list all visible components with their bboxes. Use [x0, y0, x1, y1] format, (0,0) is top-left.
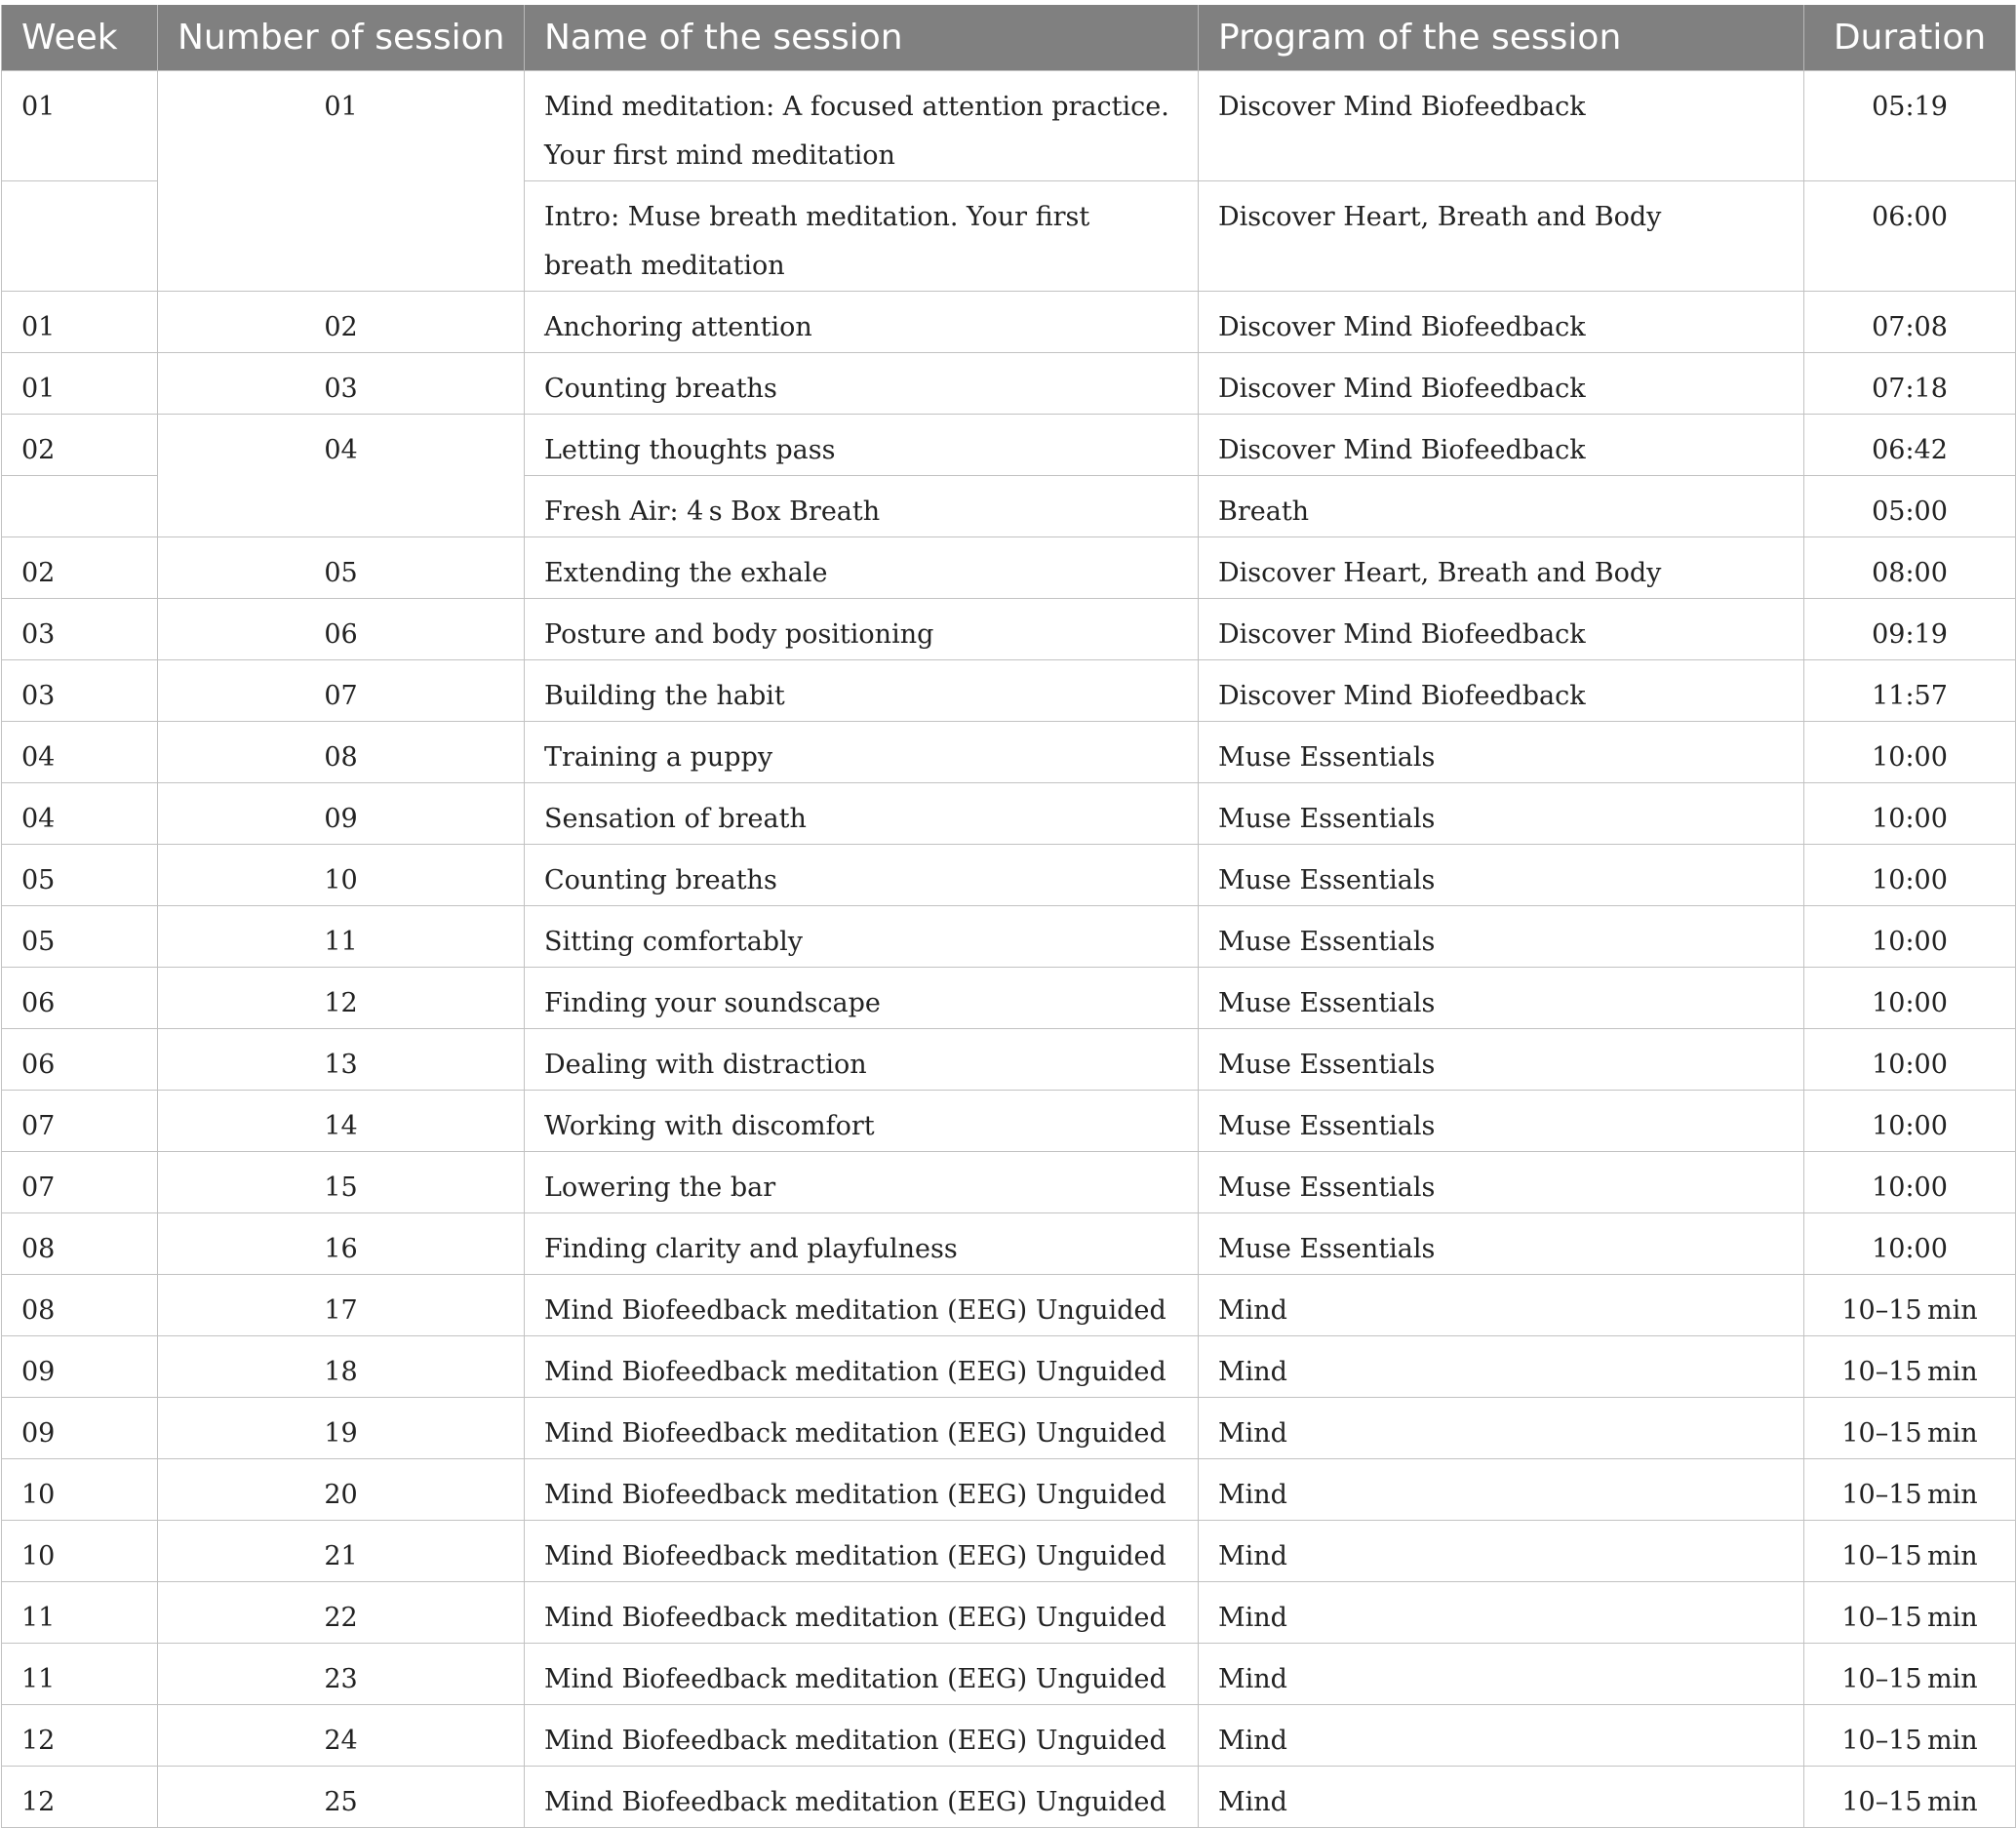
cell-duration: 06:00 [1804, 181, 2016, 292]
cell-session-name: Building the habit [525, 660, 1199, 722]
cell-week: 12 [2, 1705, 158, 1767]
table-row [2, 783, 2016, 845]
cell-duration: 10–15 min [1804, 1336, 2016, 1398]
cell-week: 05 [2, 906, 158, 968]
cell-week: 10 [2, 1521, 158, 1582]
cell-duration: 10:00 [1804, 968, 2016, 1029]
cell-session-number: 24 [158, 1705, 525, 1767]
cell-session-number: 11 [158, 906, 525, 968]
cell-session-number: 02 [158, 292, 525, 353]
cell-session-program: Mind [1199, 1459, 1804, 1521]
cell-session-name: Lowering the bar [525, 1152, 1199, 1213]
cell-week: 08 [2, 1275, 158, 1336]
table-row [2, 1521, 2016, 1582]
cell-session-number: 08 [158, 722, 525, 783]
cell-duration: 10:00 [1804, 1213, 2016, 1275]
cell-session-number: 09 [158, 783, 525, 845]
cell-session-number: 15 [158, 1152, 525, 1213]
table-row [2, 415, 2016, 476]
table-row [2, 1275, 2016, 1336]
cell-session-number: 03 [158, 353, 525, 415]
cell-week: 06 [2, 1029, 158, 1091]
cell-session-name: Letting thoughts pass [525, 415, 1199, 476]
cell-session-name: Mind Biofeedback meditation (EEG) Unguided [525, 1459, 1199, 1521]
table-row [2, 845, 2016, 906]
cell-week: 01 [2, 71, 158, 181]
cell-duration: 10–15 min [1804, 1459, 2016, 1521]
cell-session-name: Mind meditation: A focused attention practice. Your first mind meditation [525, 71, 1199, 181]
cell-session-number: 17 [158, 1275, 525, 1336]
cell-session-name: Counting breaths [525, 845, 1199, 906]
table-row [2, 292, 2016, 353]
cell-session-program: Mind [1199, 1336, 1804, 1398]
cell-duration: 10–15 min [1804, 1275, 2016, 1336]
cell-session-number: 22 [158, 1582, 525, 1644]
cell-session-program: Muse Essentials [1199, 845, 1804, 906]
cell-duration: 08:00 [1804, 537, 2016, 599]
table-row [2, 1459, 2016, 1521]
cell-duration: 10:00 [1804, 845, 2016, 906]
cell-duration: 07:18 [1804, 353, 2016, 415]
cell-duration: 07:08 [1804, 292, 2016, 353]
session-table-container [1, 5, 2015, 1828]
cell-session-program: Discover Mind Biofeedback [1199, 599, 1804, 660]
table-row [2, 906, 2016, 968]
cell-session-name: Fresh Air: 4 s Box Breath [525, 476, 1199, 537]
cell-week: 08 [2, 1213, 158, 1275]
cell-session-number: 14 [158, 1091, 525, 1152]
cell-session-program: Discover Heart, Breath and Body [1199, 537, 1804, 599]
cell-session-number: 05 [158, 537, 525, 599]
cell-session-name: Mind Biofeedback meditation (EEG) Unguided [525, 1398, 1199, 1459]
cell-duration: 05:19 [1804, 71, 2016, 181]
cell-session-number: 23 [158, 1644, 525, 1705]
cell-week: 01 [2, 353, 158, 415]
cell-week: 11 [2, 1582, 158, 1644]
table-row [2, 537, 2016, 599]
table-row [2, 1705, 2016, 1767]
cell-session-program: Muse Essentials [1199, 722, 1804, 783]
cell-week [2, 181, 158, 292]
session-table [1, 5, 2016, 1828]
cell-week: 04 [2, 783, 158, 845]
header-duration: Duration [1804, 5, 2016, 71]
cell-week: 04 [2, 722, 158, 783]
table-header [2, 5, 2016, 71]
cell-session-program: Muse Essentials [1199, 968, 1804, 1029]
table-row [2, 353, 2016, 415]
cell-duration: 10–15 min [1804, 1705, 2016, 1767]
cell-duration: 09:19 [1804, 599, 2016, 660]
cell-week: 09 [2, 1398, 158, 1459]
table-row [2, 1336, 2016, 1398]
cell-session-program: Muse Essentials [1199, 1029, 1804, 1091]
table-row [2, 722, 2016, 783]
table-row [2, 1398, 2016, 1459]
cell-session-name: Mind Biofeedback meditation (EEG) Unguided [525, 1336, 1199, 1398]
cell-week: 07 [2, 1152, 158, 1213]
cell-duration: 06:42 [1804, 415, 2016, 476]
cell-week [2, 476, 158, 537]
cell-week: 09 [2, 1336, 158, 1398]
cell-session-program: Mind [1199, 1275, 1804, 1336]
cell-duration: 10–15 min [1804, 1767, 2016, 1828]
header-row [2, 5, 2016, 71]
cell-session-number: 07 [158, 660, 525, 722]
cell-session-name: Anchoring attention [525, 292, 1199, 353]
cell-session-number: 18 [158, 1336, 525, 1398]
cell-duration: 10:00 [1804, 1152, 2016, 1213]
cell-week: 05 [2, 845, 158, 906]
cell-session-name: Finding clarity and playfulness [525, 1213, 1199, 1275]
cell-session-program: Discover Mind Biofeedback [1199, 292, 1804, 353]
cell-session-program: Discover Mind Biofeedback [1199, 660, 1804, 722]
cell-duration: 10–15 min [1804, 1582, 2016, 1644]
cell-session-name: Mind Biofeedback meditation (EEG) Unguided [525, 1644, 1199, 1705]
header-program-of-session: Program of the session [1199, 5, 1804, 71]
cell-week: 02 [2, 537, 158, 599]
cell-session-program: Mind [1199, 1644, 1804, 1705]
cell-session-program: Discover Mind Biofeedback [1199, 71, 1804, 181]
cell-duration: 10:00 [1804, 722, 2016, 783]
cell-duration: 10–15 min [1804, 1398, 2016, 1459]
cell-session-number: 13 [158, 1029, 525, 1091]
header-name-of-session: Name of the session [525, 5, 1199, 71]
table-row [2, 1582, 2016, 1644]
cell-session-name: Extending the exhale [525, 537, 1199, 599]
cell-session-name: Mind Biofeedback meditation (EEG) Unguided [525, 1582, 1199, 1644]
cell-session-name: Sensation of breath [525, 783, 1199, 845]
table-row [2, 1767, 2016, 1828]
table-row [2, 1213, 2016, 1275]
cell-week: 06 [2, 968, 158, 1029]
header-number-of-session: Number of session [158, 5, 525, 71]
cell-week: 12 [2, 1767, 158, 1828]
cell-duration: 05:00 [1804, 476, 2016, 537]
table-row [2, 660, 2016, 722]
cell-session-number: 21 [158, 1521, 525, 1582]
cell-duration: 10–15 min [1804, 1644, 2016, 1705]
table-row [2, 1029, 2016, 1091]
cell-session-number: 12 [158, 968, 525, 1029]
cell-week: 03 [2, 660, 158, 722]
table-row [2, 1644, 2016, 1705]
cell-session-name: Sitting comfortably [525, 906, 1199, 968]
cell-session-program: Mind [1199, 1767, 1804, 1828]
cell-session-program: Mind [1199, 1398, 1804, 1459]
cell-session-program: Mind [1199, 1705, 1804, 1767]
cell-duration: 10:00 [1804, 1091, 2016, 1152]
table-row [2, 71, 2016, 181]
cell-session-program: Muse Essentials [1199, 1152, 1804, 1213]
cell-week: 10 [2, 1459, 158, 1521]
cell-session-name: Mind Biofeedback meditation (EEG) Unguided [525, 1705, 1199, 1767]
table-row [2, 1152, 2016, 1213]
cell-week: 11 [2, 1644, 158, 1705]
cell-session-name: Working with discomfort [525, 1091, 1199, 1152]
cell-week: 07 [2, 1091, 158, 1152]
cell-duration: 10:00 [1804, 1029, 2016, 1091]
cell-session-program: Discover Heart, Breath and Body [1199, 181, 1804, 292]
cell-session-name: Mind Biofeedback meditation (EEG) Unguided [525, 1275, 1199, 1336]
cell-session-number: 10 [158, 845, 525, 906]
table-row [2, 968, 2016, 1029]
table-row [2, 599, 2016, 660]
cell-session-name: Mind Biofeedback meditation (EEG) Unguided [525, 1767, 1199, 1828]
cell-session-name: Posture and body positioning [525, 599, 1199, 660]
cell-session-program: Muse Essentials [1199, 906, 1804, 968]
cell-session-name: Dealing with distraction [525, 1029, 1199, 1091]
cell-session-program: Breath [1199, 476, 1804, 537]
cell-session-number: 06 [158, 599, 525, 660]
table-body [2, 71, 2016, 1828]
cell-week: 02 [2, 415, 158, 476]
cell-session-program: Mind [1199, 1521, 1804, 1582]
cell-session-number: 16 [158, 1213, 525, 1275]
cell-session-number: 19 [158, 1398, 525, 1459]
cell-session-name: Counting breaths [525, 353, 1199, 415]
cell-session-name: Training a puppy [525, 722, 1199, 783]
cell-session-number: 01 [158, 71, 525, 292]
cell-session-name: Mind Biofeedback meditation (EEG) Unguided [525, 1521, 1199, 1582]
cell-session-number: 04 [158, 415, 525, 537]
cell-session-program: Discover Mind Biofeedback [1199, 353, 1804, 415]
cell-session-name: Intro: Muse breath meditation. Your first breath meditation [525, 181, 1199, 292]
cell-session-program: Muse Essentials [1199, 783, 1804, 845]
cell-duration: 11:57 [1804, 660, 2016, 722]
cell-session-name: Finding your soundscape [525, 968, 1199, 1029]
cell-duration: 10:00 [1804, 783, 2016, 845]
cell-session-program: Mind [1199, 1582, 1804, 1644]
cell-session-number: 20 [158, 1459, 525, 1521]
cell-session-program: Muse Essentials [1199, 1213, 1804, 1275]
cell-duration: 10–15 min [1804, 1521, 2016, 1582]
cell-session-program: Discover Mind Biofeedback [1199, 415, 1804, 476]
table-row [2, 1091, 2016, 1152]
header-week: Week [2, 5, 158, 71]
cell-week: 01 [2, 292, 158, 353]
cell-session-program: Muse Essentials [1199, 1091, 1804, 1152]
cell-session-number: 25 [158, 1767, 525, 1828]
cell-duration: 10:00 [1804, 906, 2016, 968]
cell-week: 03 [2, 599, 158, 660]
